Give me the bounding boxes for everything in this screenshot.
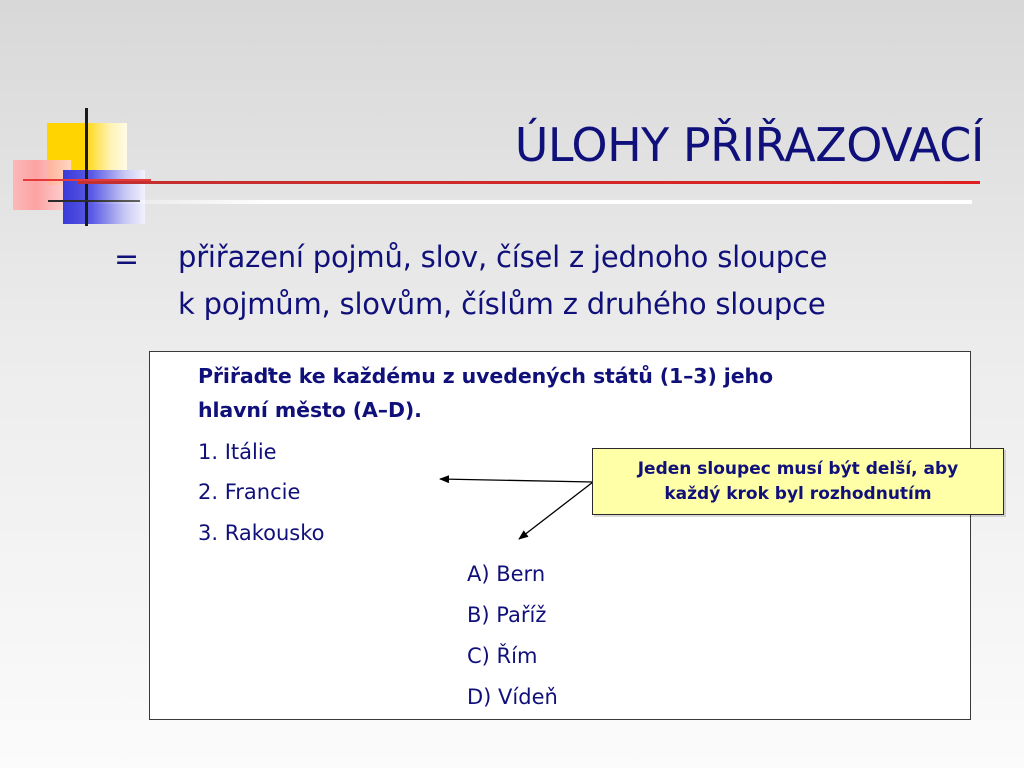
decorative-logo [0,0,160,240]
exercise-option: D) Vídeň [467,685,558,709]
definition-symbol: = [114,242,140,277]
exercise-item: 2. Francie [198,480,301,504]
title-highlight-rule [88,200,972,204]
exercise-option: A) Bern [467,562,546,586]
exercise-instruction: hlavní město (A–D). [198,398,422,422]
definition-line: k pojmům, slovům, číslům z druhého sloupce [178,287,826,321]
exercise-item: 1. Itálie [198,440,277,464]
definition-line: přiřazení pojmů, slov, čísel z jednoho sloupce [178,240,828,274]
logo-vertical-line [85,108,88,226]
exercise-box [149,351,971,720]
callout-line: každý krok byl rozhodnutím [664,483,932,504]
slide-title: ÚLOHY PŘIŘAZOVACÍ [514,118,984,172]
exercise-option: C) Řím [467,644,538,668]
title-underline [78,181,980,184]
callout-note [592,448,1004,515]
exercise-option: B) Paříž [467,603,547,627]
callout-line: Jeden sloupec musí být delší, aby [637,458,959,479]
exercise-instruction: Přiřaďte ke každému z uvedených států (1–3) jeho [198,364,773,388]
exercise-item: 3. Rakousko [198,521,325,545]
